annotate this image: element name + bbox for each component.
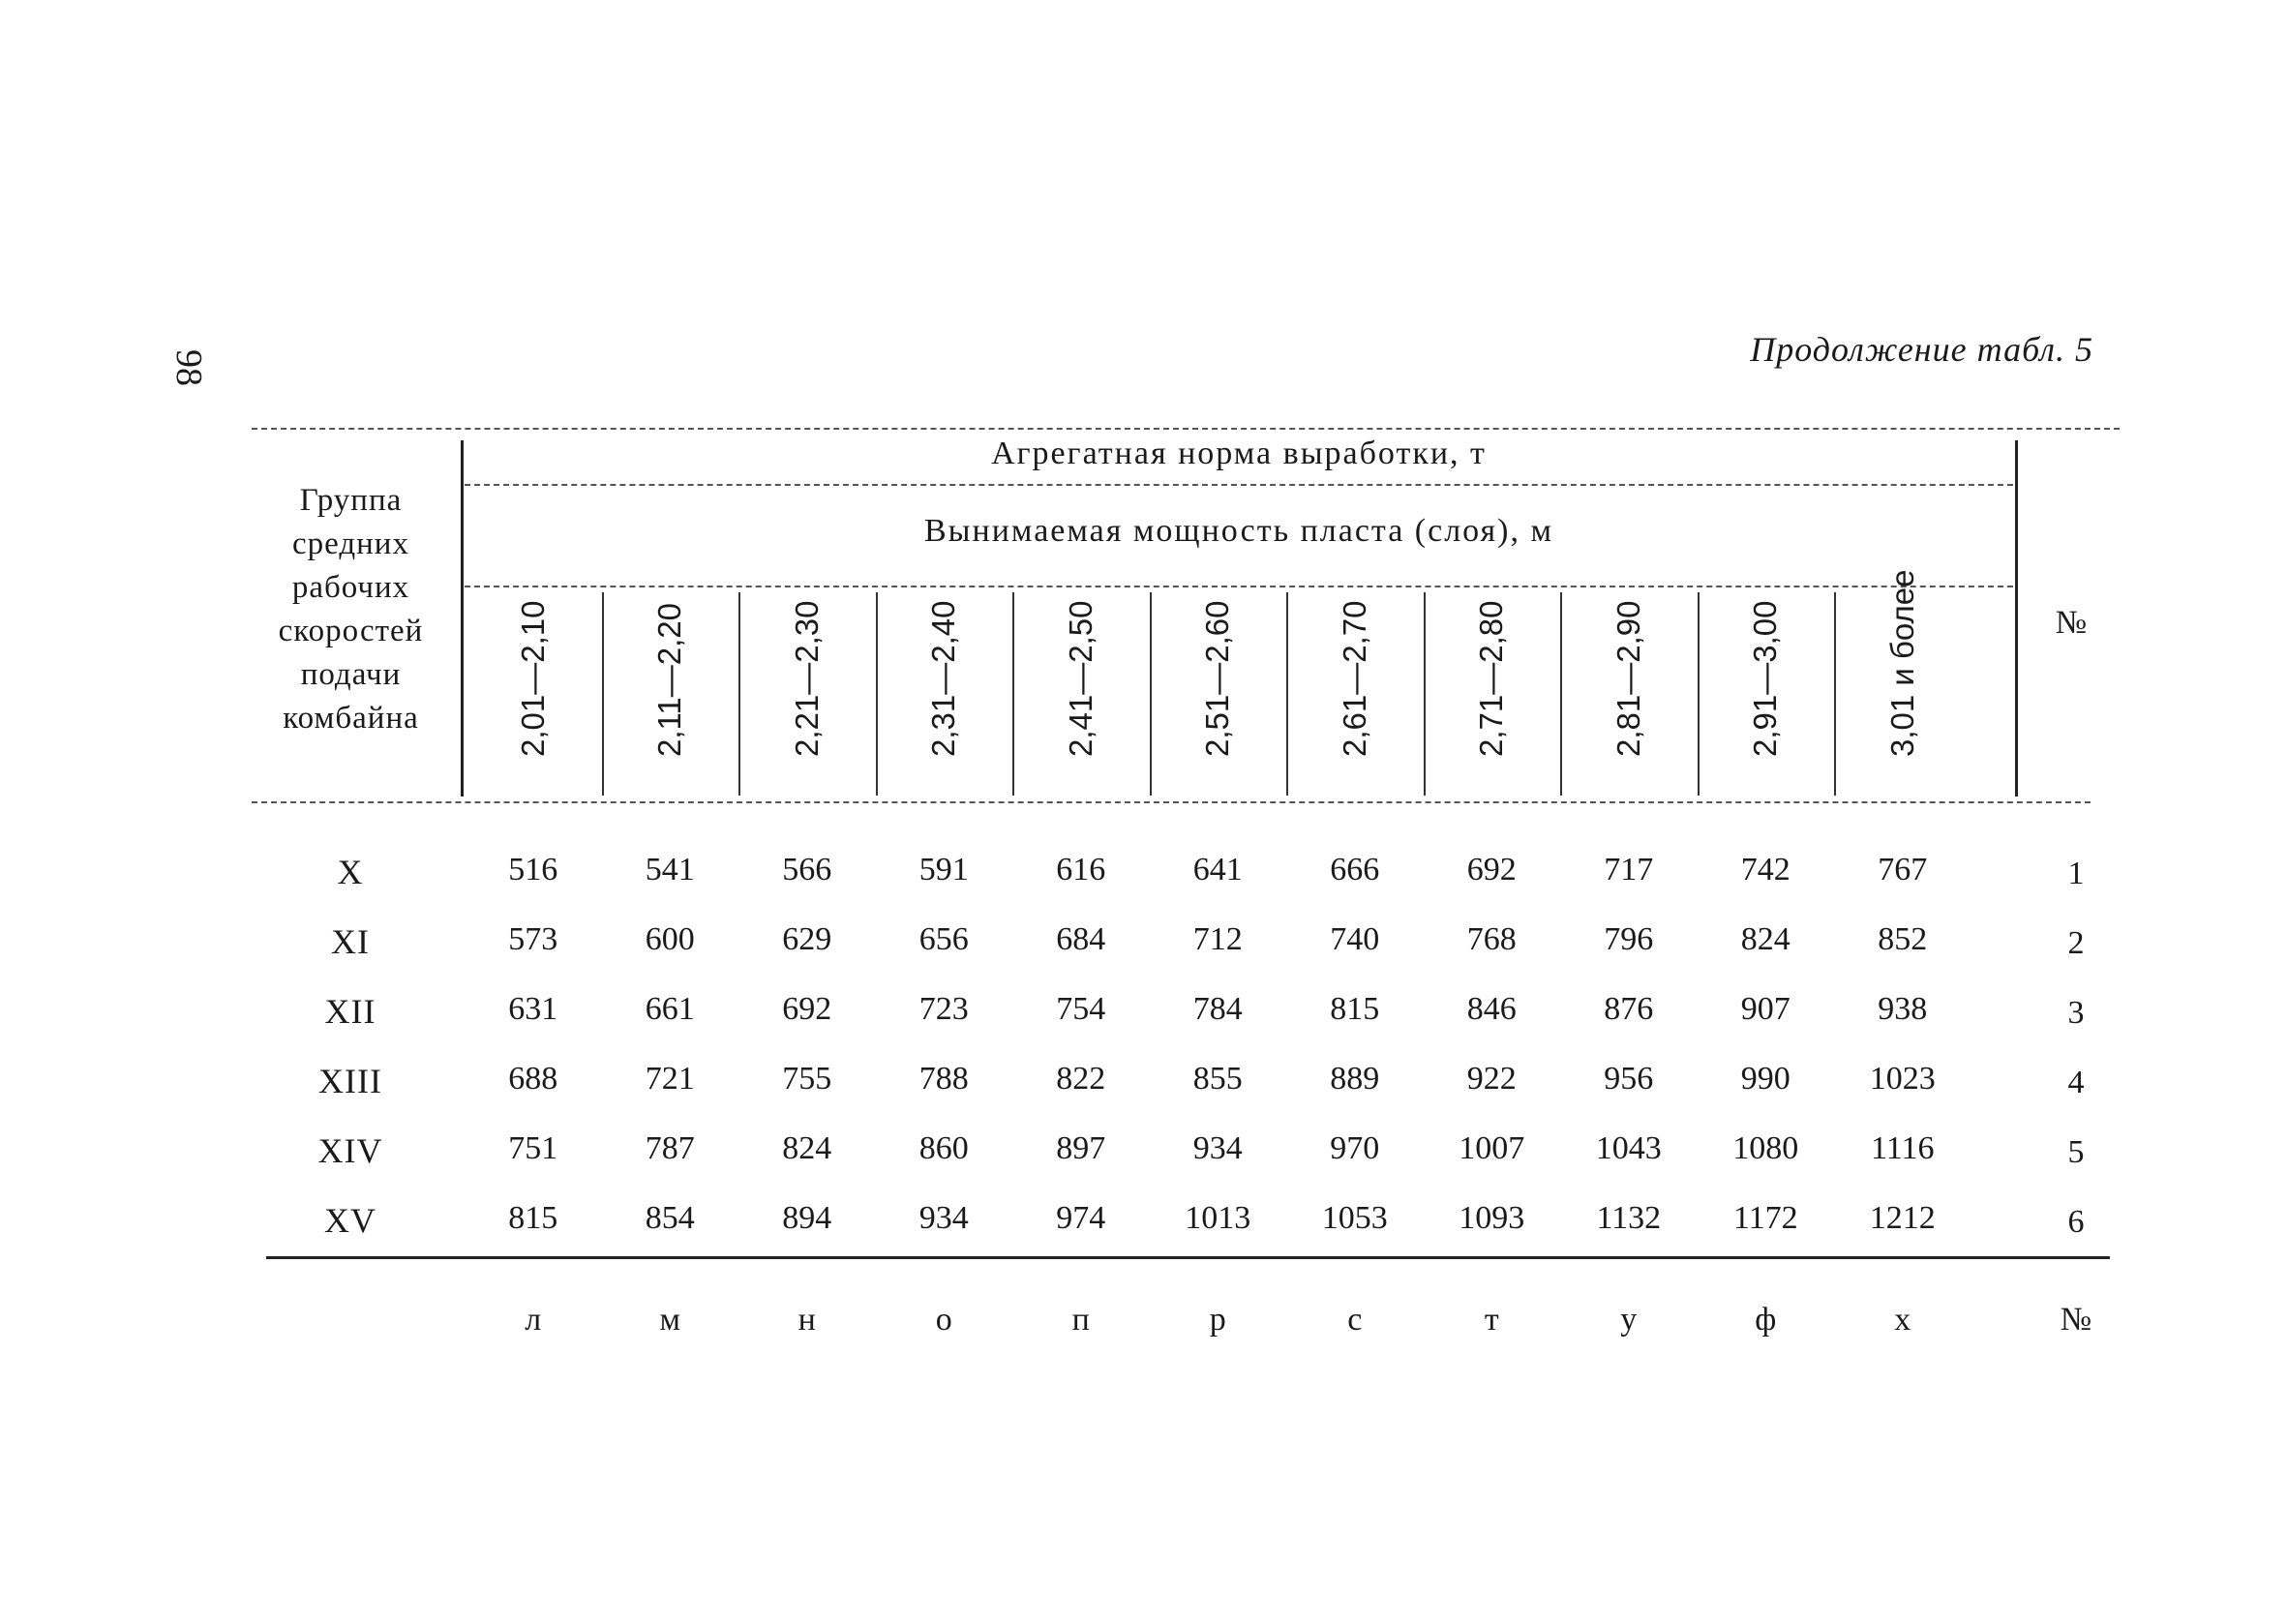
- column-header: [738, 590, 876, 794]
- table-cell: 1212: [1869, 1200, 1936, 1236]
- table-cell: 1023: [1869, 1061, 1936, 1097]
- row-number: 1: [2067, 856, 2085, 891]
- table-cell: 894: [782, 1200, 832, 1236]
- table-cell: 815: [1330, 991, 1380, 1027]
- row-group-label: XV: [324, 1201, 376, 1240]
- table-cell: 1080: [1732, 1130, 1799, 1166]
- row-number: 5: [2067, 1134, 2085, 1170]
- column-code-letter: т: [1484, 1302, 1499, 1338]
- column-header-label: 2,91—3,00: [1747, 600, 1784, 757]
- row-group-label: XIII: [318, 1062, 382, 1100]
- table-cell: 721: [645, 1061, 695, 1097]
- column-header-label: 2,31—2,40: [925, 600, 962, 757]
- row-number: 6: [2067, 1204, 2085, 1240]
- table-cell: 990: [1740, 1061, 1790, 1097]
- row-group-label: X: [337, 853, 364, 891]
- column-header-label: 2,01—2,10: [514, 600, 551, 757]
- column-header: [1012, 590, 1150, 794]
- table-cell: 688: [508, 1061, 558, 1097]
- table-cell: 631: [508, 991, 558, 1027]
- row-group-label: XIV: [317, 1131, 383, 1170]
- row-group-label: XII: [324, 992, 376, 1031]
- column-code-letter: у: [1620, 1302, 1638, 1338]
- row-number: 4: [2067, 1065, 2085, 1100]
- table-cell: 784: [1192, 991, 1243, 1027]
- table-cell: 855: [1192, 1061, 1243, 1097]
- table-cell: 897: [1056, 1130, 1106, 1166]
- table-cell: 1043: [1595, 1130, 1662, 1166]
- table-cell: 629: [782, 921, 832, 957]
- table-cell: 787: [645, 1130, 695, 1166]
- table-cell: 516: [508, 852, 558, 887]
- table-cell: 600: [645, 921, 695, 957]
- column-header: [1834, 569, 1971, 794]
- column-code-letter: х: [1894, 1302, 1911, 1338]
- table-bottom-rule: [266, 1256, 2110, 1259]
- table-cell: 591: [918, 852, 969, 887]
- table-cell: 1007: [1459, 1130, 1525, 1166]
- table-cell: 666: [1330, 852, 1380, 887]
- table-continuation-caption: Продолжение табл. 5: [1750, 330, 2093, 369]
- group-header-line: скоростей: [278, 614, 424, 648]
- table-cell: 846: [1466, 991, 1517, 1027]
- group-header: [247, 479, 455, 740]
- table-cell: 1116: [1871, 1130, 1935, 1166]
- column-header-label: 2,81—2,90: [1610, 600, 1646, 757]
- table-cell: 754: [1056, 991, 1106, 1027]
- table-cell: 788: [918, 1061, 969, 1097]
- table-cell: 824: [1740, 921, 1790, 957]
- table-cell: 684: [1056, 921, 1106, 957]
- column-code-letter: р: [1209, 1302, 1226, 1338]
- table-cell: 860: [918, 1130, 969, 1166]
- table-cell: 956: [1604, 1061, 1654, 1097]
- header-production-norm: Агрегатная норма выработки, т: [991, 436, 1487, 471]
- table-cell: 852: [1878, 921, 1928, 957]
- group-header-line: средних: [292, 526, 409, 561]
- column-code-letter: о: [935, 1302, 952, 1338]
- column-header: [1424, 590, 1561, 794]
- column-code-letter: п: [1071, 1302, 1090, 1338]
- table-cell: 824: [782, 1130, 832, 1166]
- column-header-label: 2,41—2,50: [1062, 600, 1098, 757]
- table-cell: 751: [508, 1130, 558, 1166]
- row-number: 2: [2067, 925, 2085, 961]
- header-seam-thickness: Вынимаемая мощность пласта (слоя), м: [924, 513, 1553, 549]
- table-cell: 889: [1330, 1061, 1380, 1097]
- column-code-letter: л: [525, 1302, 542, 1338]
- table-cell: 641: [1192, 852, 1243, 887]
- header-mid-rule: [465, 484, 2013, 486]
- column-code-letter: м: [659, 1302, 680, 1338]
- header-left-rule: [461, 440, 464, 797]
- table-cell: 768: [1466, 921, 1517, 957]
- page-number: 98: [168, 349, 209, 386]
- table-cell: 1093: [1459, 1200, 1525, 1236]
- header-bottom-rule: [252, 801, 2091, 803]
- column-header-label: 2,71—2,80: [1473, 600, 1510, 757]
- header-columns-rule: [465, 586, 2013, 587]
- column-code-letter: с: [1347, 1302, 1363, 1338]
- row-number: 3: [2067, 995, 2085, 1031]
- table-cell: 854: [645, 1200, 695, 1236]
- table-cell: 815: [508, 1200, 558, 1236]
- table-cell: 1132: [1596, 1200, 1662, 1236]
- table-cell: 755: [782, 1061, 832, 1097]
- column-code-letter: н: [797, 1302, 816, 1338]
- column-header-label: 2,51—2,60: [1199, 600, 1236, 757]
- table-cell: 767: [1878, 852, 1928, 887]
- column-header-label: 3,01 и более: [1883, 569, 1920, 757]
- table-cell: 712: [1192, 921, 1243, 957]
- footer-number-sign: №: [2060, 1302, 2092, 1338]
- table-cell: 740: [1330, 921, 1380, 957]
- table-cell: 541: [645, 852, 695, 887]
- number-column-header: №: [2055, 605, 2088, 641]
- table-cell: 723: [918, 991, 969, 1027]
- table-cell: 616: [1056, 852, 1106, 887]
- table-cell: 742: [1740, 852, 1790, 887]
- table-cell: 566: [782, 852, 832, 887]
- column-header-label: 2,21—2,30: [788, 600, 825, 757]
- header-top-rule: [252, 428, 2120, 430]
- table-cell: 717: [1604, 852, 1654, 887]
- group-header-line: Группа: [299, 483, 403, 518]
- column-header: [1560, 590, 1698, 794]
- column-header: [1150, 590, 1287, 794]
- group-header-line: подачи: [300, 657, 402, 692]
- table-cell: 938: [1878, 991, 1928, 1027]
- table-cell: 922: [1466, 1061, 1517, 1097]
- table-cell: 970: [1330, 1130, 1380, 1166]
- table-cell: 692: [782, 991, 832, 1027]
- table-cell: 692: [1466, 852, 1517, 887]
- table-cell: 934: [1192, 1130, 1243, 1166]
- table-cell: 822: [1056, 1061, 1106, 1097]
- table-cell: 907: [1740, 991, 1790, 1027]
- column-header: [1698, 590, 1835, 794]
- table-cell: 1013: [1185, 1200, 1251, 1236]
- column-header: [1286, 590, 1424, 794]
- table-cell: 1172: [1732, 1200, 1798, 1236]
- table-cell: 934: [918, 1200, 969, 1236]
- column-code-letter: ф: [1755, 1302, 1777, 1338]
- table-cell: 974: [1056, 1200, 1106, 1236]
- group-header-line: комбайна: [283, 701, 419, 736]
- column-header: [876, 590, 1013, 794]
- table-cell: 573: [508, 921, 558, 957]
- column-header-label: 2,61—2,70: [1336, 600, 1372, 757]
- table-cell: 656: [918, 921, 969, 957]
- table-cell: 1053: [1321, 1200, 1388, 1236]
- table-cell: 796: [1604, 921, 1654, 957]
- column-header: [602, 590, 739, 794]
- table-cell: 876: [1604, 991, 1654, 1027]
- group-header-line: рабочих: [291, 570, 410, 605]
- row-group-label: XI: [331, 922, 370, 961]
- column-header: [465, 590, 602, 794]
- table-cell: 661: [645, 991, 695, 1027]
- column-header-label: 2,11—2,20: [651, 602, 688, 757]
